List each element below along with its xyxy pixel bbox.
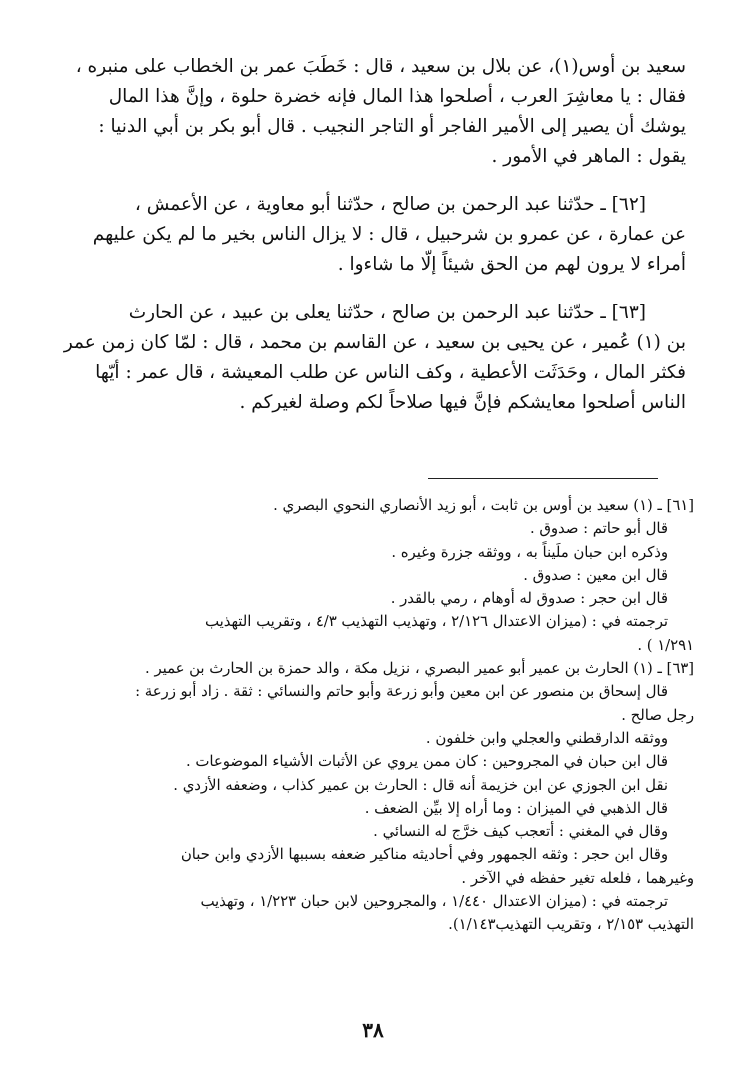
- paragraph-62: [54, 190, 686, 280]
- footnote-separator: [428, 478, 658, 479]
- footnote-line: ووثقه الدارقطني والعجلي وابن خلفون .: [425, 729, 668, 747]
- text-line: عن عمارة ، عن عمرو بن شرحبيل ، قال : لا يزال الناس بخير ما لم يكن عليهم: [92, 224, 686, 245]
- footnote-line: التهذيب ٢/١٥٣ ، وتقريب التهذيب١/١٤٣).: [448, 916, 694, 934]
- text-line: أمراء لا يرون لهم من الحق شيئاً إلّا ما شاءوا .: [337, 254, 686, 275]
- text-line: بن (١) عُمير ، عن يحيى بن سعيد ، عن القاسم بن محمد ، قال : لمّا كان زمن عمر: [63, 332, 686, 353]
- paragraph-61-continuation: [54, 52, 686, 172]
- text-line: الناس أصلحوا معايشكم فإنَّ فيها صلاحاً لكم وصلة لغيركم .: [239, 392, 686, 413]
- text-line: [٦٣] ـ حدّثنا عبد الرحمن بن صالح ، حدّثنا يعلى بن عبيد ، عن الحارث: [128, 302, 646, 323]
- text-line: سعيد بن أوس(١)، عن بلال بن سعيد ، قال : خَطَبَ عمر بن الخطاب على منبره ،: [75, 56, 686, 77]
- footnote-line: رجل صالح .: [621, 706, 694, 724]
- footnote-line: وذكره ابن حبان ملَيناً به ، ووثقه جزرة وغيره .: [391, 543, 668, 561]
- text-line: يوشك أن يصير إلى الأمير الفاجر أو التاجر النجيب . قال أبو بكر بن أبي الدنيا :: [98, 116, 686, 137]
- text-line: فقال : يا معاشِرَ العرب ، أصلحوا هذا المال فإنه خضرة حلوة ، وإنَّ هذا المال: [108, 86, 686, 107]
- page-number: ٣٨: [362, 1018, 384, 1042]
- footnotes: [44, 494, 694, 937]
- paragraph-63: [54, 298, 686, 418]
- footnote-line: ١/٢٩١ ) .: [637, 636, 694, 654]
- footnote-line: قال إسحاق بن منصور عن ابن معين وأبو زرعة وأبو حاتم والنسائي : ثقة . زاد أبو زرعة :: [135, 683, 668, 701]
- footnote-line: ترجمته في : (ميزان الاعتدال ٢/١٢٦ ، وتهذيب التهذيب ٤/٣ ، وتقريب التهذيب: [205, 613, 668, 631]
- footnote-heading: [٦١] ـ (١) سعيد بن أوس بن ثابت ، أبو زيد الأنصاري النحوي البصري .: [273, 497, 694, 514]
- footnote-line: نقل ابن الجوزي عن ابن خزيمة أنه قال : الحارث بن عمير كذاب ، وضعفه الأزدي .: [173, 776, 668, 794]
- footnote-line: وغيرهما ، فلعله تغير حفظه في الآخر .: [461, 869, 694, 887]
- footnote-line: قال أبو حاتم : صدوق .: [530, 520, 668, 538]
- text-line: [٦٢] ـ حدّثنا عبد الرحمن بن صالح ، حدّثنا أبو معاوية ، عن الأعمش ،: [134, 194, 646, 215]
- main-text: [54, 52, 686, 436]
- footnote-line: قال ابن حبان في المجروحين : كان ممن يروي عن الأثبات الأشياء الموضوعات .: [186, 753, 668, 771]
- footnote-line: قال الذهبي في الميزان : وما أراه إلا بيِّن الضعف .: [364, 799, 668, 817]
- footnote-line: وقال في المغني : أتعجب كيف خرَّج له النسائي .: [373, 823, 668, 841]
- footnote-heading: [٦٣] ـ (١) الحارث بن عمير أبو عمير البصري ، نزيل مكة ، والد حمزة بن الحارث بن عمير .: [145, 660, 694, 678]
- footnote-line: قال ابن معين : صدوق .: [523, 566, 668, 584]
- footnote-line: ترجمته في : (ميزان الاعتدال ١/٤٤٠ ، والمجروحين لابن حبان ١/٢٢٣ ، وتهذيب: [200, 893, 668, 911]
- footnote-line: قال ابن حجر : صدوق له أوهام ، رمي بالقدر .: [390, 590, 668, 608]
- text-line: فكثر المال ، وحَدَثَت الأعطية ، وكف الناس عن طلب المعيشة ، قال عمر : أيّها: [95, 362, 686, 383]
- footnote-line: وقال ابن حجر : وثقه الجمهور وفي أحاديثه مناكير ضعفه بسببها الأزدي وابن حبان: [180, 846, 668, 864]
- text-line: يقول : الماهر في الأمور .: [491, 146, 686, 167]
